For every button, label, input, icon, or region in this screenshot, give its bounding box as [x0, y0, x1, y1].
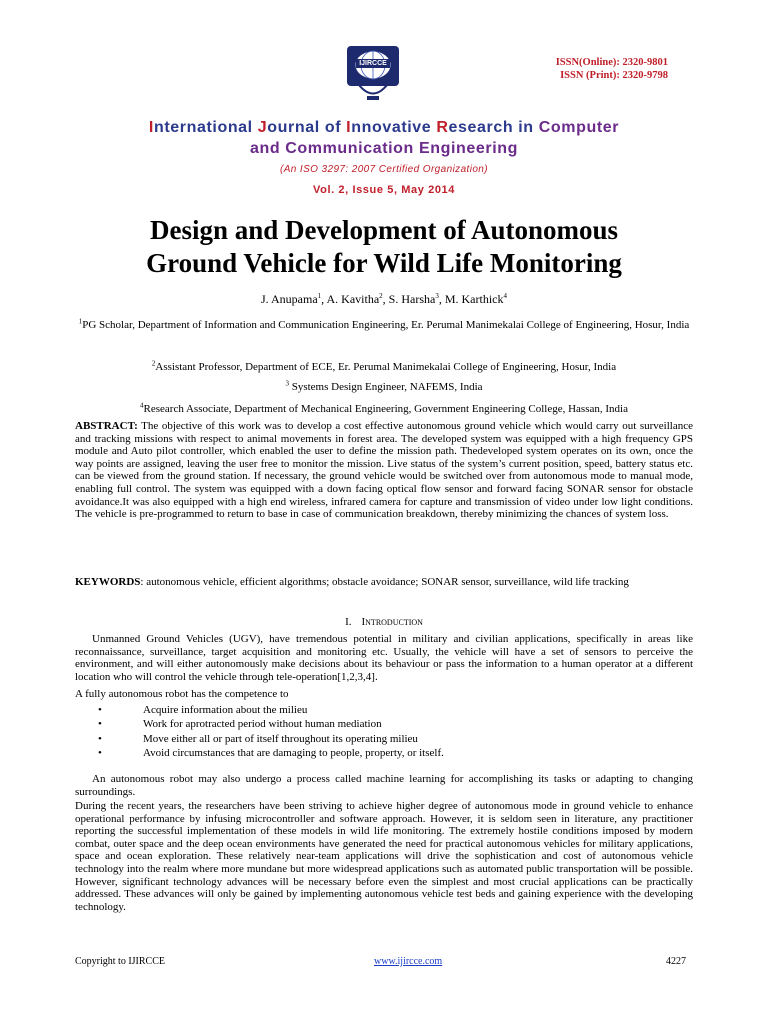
author-sup: 1	[317, 292, 322, 300]
bullet-marker: •	[98, 718, 102, 731]
journal-letter: J	[257, 119, 268, 136]
list-item-text: Work for aprotracted period without human mediation	[143, 718, 382, 731]
journal-word: omputer	[550, 119, 620, 136]
affiliation-4	[59, 401, 709, 418]
affiliation-sup: 4	[140, 401, 144, 410]
intro-paragraph-3: An autonomous robot may also undergo a process called machine learning for accomplishing its tasks or adapting to changing surroundings.	[75, 773, 693, 798]
intro-paragraph-1: Unmanned Ground Vehicles (UGV), have tremendous potential in military and civilian applications, specifically in areas like reconnaissance, surveillance, target acquisition and monitoring etc. Usually, the vehicle will have a set of sensors to perceive the environment, and will either autonomously make decisions about its behaviour or pass the information to a human operator at a different location who will control the vehicle through tele-operation[1,2,3,4].	[75, 633, 693, 683]
journal-letter: C	[538, 119, 551, 136]
keywords	[75, 576, 693, 589]
journal-letter: I	[346, 119, 352, 136]
keywords-label: KEYWORDS	[75, 576, 141, 588]
affiliation-2	[74, 359, 694, 376]
affiliation-1	[74, 317, 694, 334]
author-name: S. Harsha	[388, 292, 436, 306]
journal-logo	[336, 44, 410, 106]
logo-text: IJIRCCE	[356, 59, 390, 68]
author-list: J. Anupama$^1$, A. Kavitha$^2$, S. Harsha$^3$, M. Karthick$^4$	[261, 292, 507, 306]
journal-title-line1	[0, 117, 768, 138]
paper-title	[0, 214, 768, 280]
author-name: J. Anupama	[261, 292, 318, 306]
issn-block	[556, 56, 668, 82]
intro-paragraph-4: During the recent years, the researchers have been striving to achieve higher degree of autonomous mode in ground vehicle to enhance operational performance by infusing microcontroller and software approach. However, it is seldom seen in literature, any practitioner reporting the successful implementation of these models in wild life monitoring. The extremely hostile conditions imposed by modern combat, outer space and the deep ocean environments have generated the need for practical autonomous vehicles for military applications, space and ocean exploration. These relatively near-team applications will drive the sophistication and cost of autonomous vehicle technology into the realm where more mundane but more widespread applications such as automated public transportation will be possible. However, significant technology advances will be necessary before even the simplest and most crucial applications can be practically addressed. These advances will only be gained by implementing autonomous vehicle test beds and gaining experience with the developing technology.	[75, 800, 693, 913]
list-item-text: Avoid circumstances that are damaging to people, property, or itself.	[143, 747, 444, 760]
affiliation-text: Research Associate, Department of Mechanical Engineering, Government Engineering College, Hassan, India	[143, 403, 628, 415]
section-number: I.	[345, 616, 352, 628]
intro-paragraph-2: A fully autonomous robot has the competence to	[75, 688, 289, 700]
issn-online: ISSN(Online): 2320-9801	[555, 57, 668, 68]
section-heading-introduction	[0, 616, 768, 628]
bullet-marker: •	[98, 747, 102, 760]
affiliation-sup: 3	[285, 379, 289, 388]
page-number: 4227	[666, 956, 686, 967]
author-name: M. Karthick	[444, 292, 504, 306]
bullet-marker: •	[98, 704, 102, 716]
affiliation-sup: 1	[78, 317, 83, 326]
affiliation-text: PG Scholar, Department of Information and Communication Engineering, Er. Perumal Manimekalai College of Engineering, Hosur, India	[82, 319, 690, 331]
section-title-rest: NTRODUCTION	[365, 618, 423, 627]
journal-word: nnovative	[351, 119, 437, 136]
journal-word: nternational	[153, 119, 258, 136]
bullet-marker: •	[98, 732, 102, 745]
journal-title-line2: and Communication Engineering	[249, 140, 519, 157]
certification-note: (An ISO 3297: 2007 Certified Organization)	[279, 164, 488, 175]
journal-word: ournal of	[267, 119, 347, 136]
section-title-first: I	[361, 616, 366, 628]
author-sup: 2	[379, 292, 383, 300]
footer-copyright: Copyright to IJIRCCE	[75, 956, 166, 967]
author-name: A. Kavitha	[326, 292, 380, 306]
affiliation-3	[74, 379, 694, 396]
author-sup: 3	[435, 292, 439, 300]
journal-letter: I	[148, 119, 154, 136]
affiliation-text: Systems Design Engineer, NAFEMS, India	[288, 381, 483, 393]
list-item	[75, 717, 693, 731]
list-item	[75, 732, 693, 746]
journal-word: esearch in	[448, 119, 539, 136]
affiliation-text: Assistant Professor, Department of ECE, Er. Perumal Manimekalai College of Engineering, Hosur, India	[155, 361, 617, 373]
issn-print: ISSN (Print): 2320-9798	[560, 70, 668, 81]
abstract-text: The objective of this work was to develop a cost effective autonomous ground vehicle which would carry out surveillance and tracking missions with respect to animal movements in forest area. The developed system was equipped with a high frequency GPS module and Auto pilot controller, which enabled the user to define the mission path. Thedeveloped system operates on its own, once the way points are assigned, leaving the user free to monitor the mission. Live status of the system’s current position, speed, battery status etc. can be viewed from the ground station. If necessary, the ground vehicle would be switched over from autonomous mode to manual mode, enabling full control. The system was equipped with a down facing optical flow sensor and forward facing SONAR sensor for obstacle avoidance.It was also equipped with a high end wireless, infrared camera for capture and transmission of video under low light conditions. The vehicle is pre-programmed to return to base in case of communication breakdown, thereby minimizing the chances of system loss.	[75, 420, 693, 521]
journal-letter: R	[436, 119, 449, 136]
list-item-text: Acquire information about the milieu	[143, 704, 308, 716]
abstract	[75, 420, 693, 521]
capability-list	[75, 703, 693, 761]
journal-title	[0, 117, 768, 159]
volume-issue: Vol. 2, Issue 5, May 2014	[313, 184, 455, 196]
keywords-text: : autonomous vehicle, efficient algorithms; obstacle avoidance; SONAR sensor, surveillance, wild life tracking	[140, 576, 629, 588]
abstract-label: ABSTRACT:	[75, 420, 138, 432]
footer-url-link[interactable]: www.ijircce.com	[374, 956, 443, 967]
list-item-text: Move either all or part of itself throughout its operating milieu	[143, 732, 418, 745]
affiliation-sup: 2	[151, 359, 156, 368]
paper-title-line2: Ground Vehicle for Wild Life Monitoring	[146, 248, 622, 278]
paper-title-line1: Design and Development of Autonomous	[149, 215, 619, 245]
list-item	[75, 703, 693, 717]
list-item	[75, 746, 693, 760]
author-sup: 4	[503, 292, 507, 300]
